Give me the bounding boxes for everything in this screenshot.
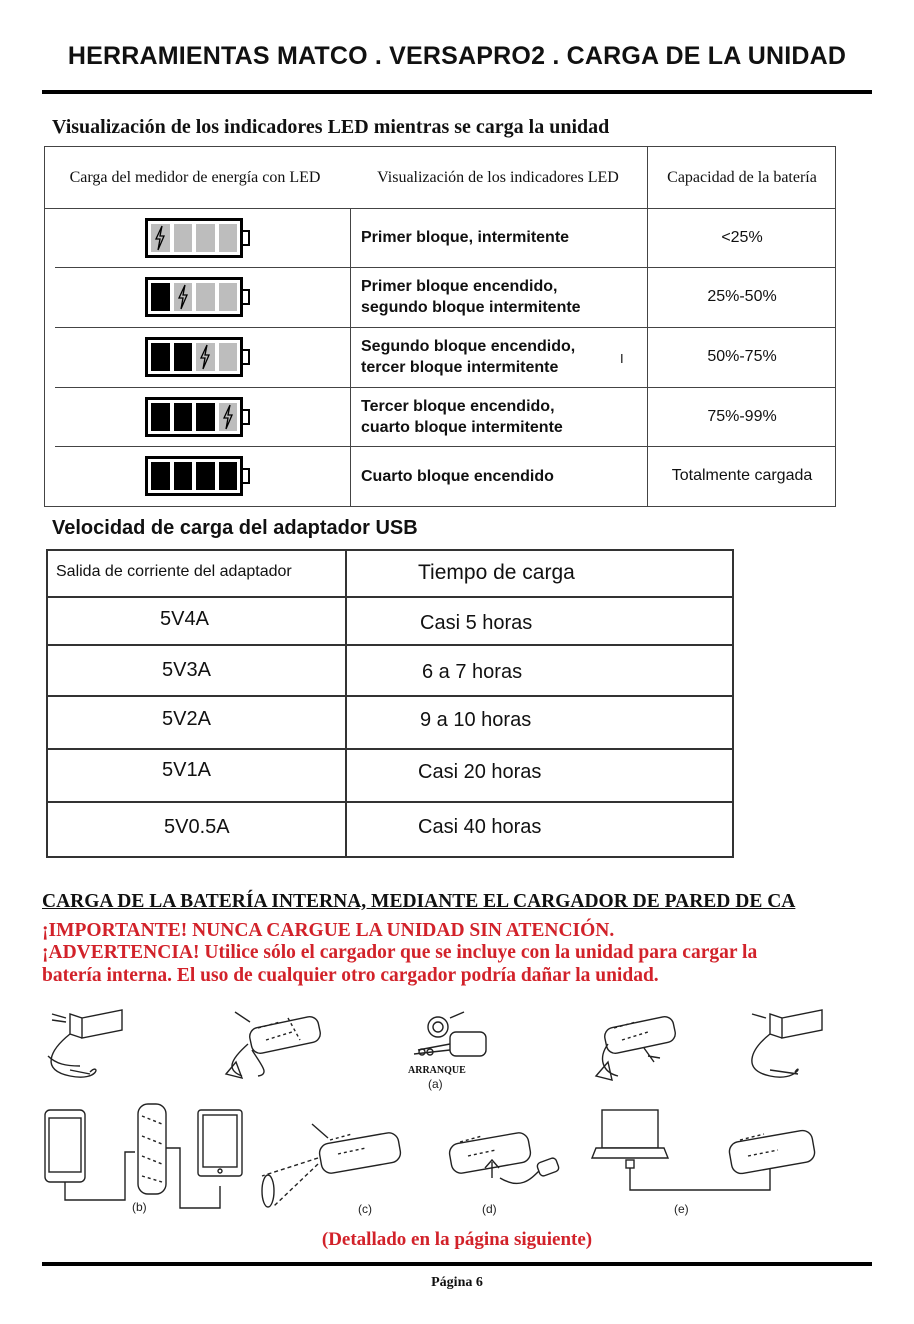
led-description-line: cuarto bloque intermitente [361,418,563,436]
jump-pack-clamps-illustration [596,1015,677,1080]
top-divider [42,90,872,94]
battery-terminal [243,349,250,365]
led-description-cell [361,387,641,446]
arranque-label: ARRANQUE [408,1065,466,1076]
battery-terminal [243,409,250,425]
wall-charger-illustration [48,1010,122,1077]
battery-cell-off [219,403,238,431]
smartphone-illustration [45,1110,135,1200]
lightning-icon [221,403,235,431]
battery-cell-off [196,224,215,252]
tablet-illustration [198,1110,242,1176]
lightning-icon [153,224,167,252]
car-socket-adapter-illustration [448,1131,560,1183]
usb-col-header-output: Salida de corriente del adaptador [56,563,292,580]
table-divider [48,596,732,598]
battery-cell-off [151,224,170,252]
battery-cell-on [151,462,170,490]
lightning-icon [198,343,212,371]
warning-line-2: batería interna. El uso de cualquier otro cargador podría dañar la unidad. [42,965,659,986]
battery-capacity-cell: 50%-75% [707,348,777,365]
battery-cell-on [151,283,170,311]
battery-level-icon [145,218,250,258]
led-description-cell [361,267,641,327]
jump-pack-clamps-illustration [226,1012,322,1078]
battery-cell-off [219,343,238,371]
jump-pack-illustration [138,1104,166,1194]
label-b: (b) [132,1200,147,1214]
label-e: (e) [674,1202,689,1216]
stray-mark: I [620,351,624,366]
led-col-header-meter: Carga del medidor de energía con LED [69,168,321,186]
battery-cell-on [151,403,170,431]
led-description-line: Tercer bloque encendido, [361,397,555,415]
battery-capacity-cell: Totalmente cargada [671,467,813,484]
table-divider [48,801,732,803]
label-d: (d) [482,1202,497,1216]
usb-output-cell: 5V3A [162,659,211,681]
start-button-illustration [414,1012,486,1056]
battery-terminal [243,468,250,484]
usb-time-cell: 9 a 10 horas [420,709,532,731]
battery-cell-off [196,343,215,371]
usb-output-cell: 5V1A [162,759,211,781]
led-description-line: Cuarto bloque encendido [361,467,554,485]
battery-capacity-cell: <25% [721,228,763,246]
led-description-cell [361,446,641,506]
table-divider [350,208,351,506]
battery-cell-on [196,462,215,490]
label-a: (a) [428,1077,443,1091]
battery-level-icon [145,277,250,317]
charging-illustrations [30,1000,890,1225]
usb-section-title: Velocidad de carga del adaptador USB [52,517,418,539]
table-divider [48,748,732,750]
battery-cell-on [219,462,238,490]
led-description-cell [361,327,641,387]
usb-time-cell: Casi 40 horas [418,816,542,838]
battery-cell-off [196,283,215,311]
table-divider [48,644,732,646]
important-notice: ¡IMPORTANTE! NUNCA CARGUE LA UNIDAD SIN ATENCIÓN. [42,920,615,941]
battery-cell-on [151,343,170,371]
usb-col-header-time: Tiempo de carga [418,561,575,584]
battery-cell-off [174,283,193,311]
battery-capacity-cell: 75%-99% [707,407,777,425]
battery-cell-on [174,343,193,371]
table-divider [48,695,732,697]
ac-charging-heading: CARGA DE LA BATERÍA INTERNA, MEDIANTE EL CARGADOR DE PARED DE CA [42,891,796,912]
led-indicator-table [44,146,836,507]
battery-cell-on [174,462,193,490]
detail-note: (Detallado en la página siguiente) [321,1229,593,1250]
led-section-title: Visualización de los indicadores LED mientras se carga la unidad [52,116,610,138]
lightning-icon [176,283,190,311]
led-description-cell [361,208,641,267]
led-description-line: Segundo bloque encendido, [361,338,576,355]
usb-time-cell: Casi 20 horas [418,761,542,783]
battery-level-icon [145,456,250,496]
page-number: Página 6 [431,1275,483,1290]
warning-line-1: ¡ADVERTENCIA! Utilice sólo el cargador que se incluye con la unidad para cargar la [42,942,758,963]
battery-cell-on [196,403,215,431]
led-description-line: segundo bloque intermitente [361,299,581,316]
usb-time-cell: Casi 5 horas [420,612,533,634]
usb-output-cell: 5V2A [162,708,211,730]
usb-output-cell: 5V0.5A [164,816,230,838]
battery-cell-off [174,224,193,252]
led-col-header-display: Visualización de los indicadores LED [377,168,619,186]
led-col-header-capacity: Capacidad de la batería [667,168,817,186]
battery-level-icon [145,337,250,377]
wall-charger-illustration [752,1010,822,1077]
label-c: (c) [358,1202,372,1216]
usb-output-cell: 5V4A [160,608,209,630]
led-description-line: Primer bloque encendido, [361,278,558,295]
battery-terminal [243,230,250,246]
led-description-line: tercer bloque intermitente [361,359,559,376]
battery-cell-off [219,283,238,311]
bottom-divider [42,1262,872,1266]
flashlight-illustration [262,1124,402,1207]
usb-time-cell: 6 a 7 horas [422,661,523,683]
battery-terminal [243,289,250,305]
page-title: HERRAMIENTAS MATCO . VERSAPRO2 . CARGA DE LA UNIDAD [67,42,847,70]
battery-cell-off [219,224,238,252]
battery-cell-on [174,403,193,431]
battery-capacity-cell: 25%-50% [707,288,777,305]
battery-level-icon [145,397,250,437]
led-description-line: Primer bloque, intermitente [361,229,570,246]
jump-pack-illustration [728,1129,816,1175]
usb-charge-table [46,549,734,858]
